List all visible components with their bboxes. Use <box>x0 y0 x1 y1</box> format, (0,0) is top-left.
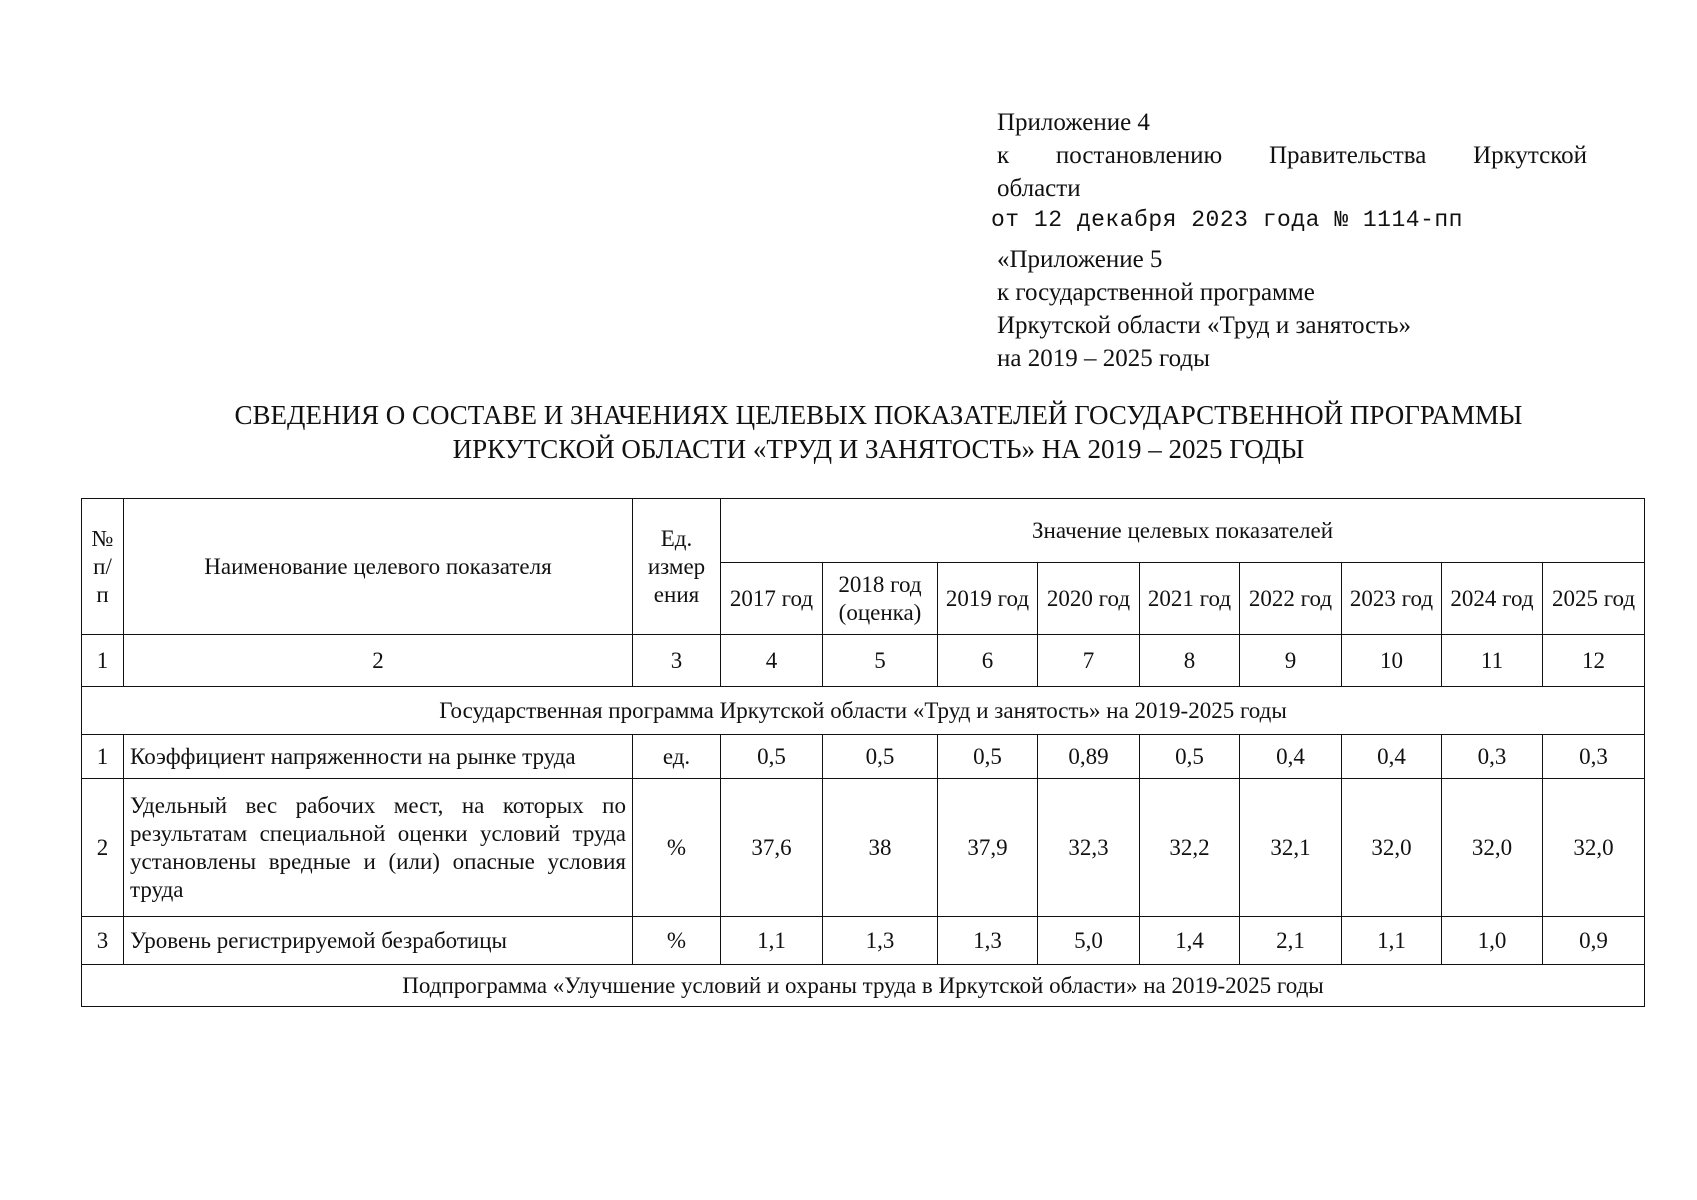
row-name: Удельный вес рабочих мест, на которых по результатам специальной оценки условий труда установлены вредные и (или) опасные условия труда <box>124 779 633 917</box>
row-value: 0,5 <box>823 735 938 779</box>
document-title <box>80 398 1677 466</box>
row-value: 0,5 <box>721 735 823 779</box>
row-value: 32,0 <box>1342 779 1442 917</box>
column-number: 9 <box>1240 635 1342 687</box>
row-value: 1,1 <box>721 917 823 965</box>
header-year: 2019 год <box>938 563 1038 635</box>
column-number: 11 <box>1442 635 1543 687</box>
appendix-line: к государственной программе <box>997 279 1315 306</box>
appendix-line: Приложение 4 <box>997 109 1150 136</box>
row-value: 2,1 <box>1240 917 1342 965</box>
table-row <box>82 917 1645 965</box>
header-year: 2018 год (оценка) <box>823 563 938 635</box>
row-value: 1,3 <box>938 917 1038 965</box>
appendix-line: «Приложение 5 <box>997 246 1163 273</box>
appendix-line: Иркутской области «Труд и занятость» <box>997 312 1412 339</box>
row-value: 0,4 <box>1342 735 1442 779</box>
header-year: 2017 год <box>721 563 823 635</box>
row-num: 3 <box>82 917 124 965</box>
row-value: 1,3 <box>823 917 938 965</box>
row-num: 2 <box>82 779 124 917</box>
row-value: 1,0 <box>1442 917 1543 965</box>
section-subprogram-title: Подпрограмма «Улучшение условий и охраны труда в Иркутской области» на 2019-2025 годы <box>82 965 1645 1007</box>
row-value: 32,1 <box>1240 779 1342 917</box>
header-year: 2023 год <box>1342 563 1442 635</box>
column-number: 8 <box>1140 635 1240 687</box>
header-year: 2025 год <box>1543 563 1645 635</box>
table-row <box>82 735 1645 779</box>
column-number: 7 <box>1038 635 1140 687</box>
header-year: 2021 год <box>1140 563 1240 635</box>
row-value: 5,0 <box>1038 917 1140 965</box>
row-value: 32,2 <box>1140 779 1240 917</box>
row-unit: ед. <box>633 735 721 779</box>
column-number: 12 <box>1543 635 1645 687</box>
appendix-line: к постановлению Правительства Иркутской <box>997 142 1587 169</box>
appendix-block <box>991 106 1587 375</box>
resolution-date-number: от 12 декабря 2023 года № 1114-пп <box>991 207 1463 233</box>
row-num: 1 <box>82 735 124 779</box>
row-value: 0,5 <box>1140 735 1240 779</box>
row-value: 1,1 <box>1342 917 1442 965</box>
column-number: 3 <box>633 635 721 687</box>
row-value: 0,9 <box>1543 917 1645 965</box>
column-number: 10 <box>1342 635 1442 687</box>
header-name: Наименование целевого показателя <box>124 499 633 635</box>
header-num: № п/п <box>82 499 124 635</box>
section-program-title: Государственная программа Иркутской области «Труд и занятость» на 2019-2025 годы <box>82 687 1645 735</box>
row-value: 0,5 <box>938 735 1038 779</box>
row-value: 37,9 <box>938 779 1038 917</box>
row-name: Коэффициент напряженности на рынке труда <box>124 735 633 779</box>
column-number: 4 <box>721 635 823 687</box>
column-number-row <box>82 635 1645 687</box>
column-number: 6 <box>938 635 1038 687</box>
row-value: 1,4 <box>1140 917 1240 965</box>
row-unit: % <box>633 779 721 917</box>
row-value: 37,6 <box>721 779 823 917</box>
document-title-line: СВЕДЕНИЯ О СОСТАВЕ И ЗНАЧЕНИЯХ ЦЕЛЕВЫХ ПОКАЗАТЕЛЕЙ ГОСУДАРСТВЕННОЙ ПРОГРАММЫ <box>234 400 1523 430</box>
row-value: 0,3 <box>1543 735 1645 779</box>
column-number: 1 <box>82 635 124 687</box>
row-unit: % <box>633 917 721 965</box>
row-value: 0,3 <box>1442 735 1543 779</box>
appendix-line: области <box>997 175 1081 202</box>
appendix-line: на 2019 – 2025 годы <box>997 345 1210 372</box>
row-value: 32,3 <box>1038 779 1140 917</box>
row-value: 0,4 <box>1240 735 1342 779</box>
table-row <box>82 779 1645 917</box>
row-value: 0,89 <box>1038 735 1140 779</box>
column-number: 5 <box>823 635 938 687</box>
indicators-table <box>81 498 1645 1007</box>
header-values-group: Значение целевых показателей <box>721 499 1645 563</box>
row-value: 32,0 <box>1543 779 1645 917</box>
header-year: 2024 год <box>1442 563 1543 635</box>
header-year: 2022 год <box>1240 563 1342 635</box>
document-title-line: ИРКУТСКОЙ ОБЛАСТИ «ТРУД И ЗАНЯТОСТЬ» НА 2019 – 2025 ГОДЫ <box>452 434 1305 464</box>
column-number: 2 <box>124 635 633 687</box>
header-year: 2020 год <box>1038 563 1140 635</box>
header-unit: Ед. измер ения <box>633 499 721 635</box>
row-value: 38 <box>823 779 938 917</box>
row-name: Уровень регистрируемой безработицы <box>124 917 633 965</box>
row-value: 32,0 <box>1442 779 1543 917</box>
